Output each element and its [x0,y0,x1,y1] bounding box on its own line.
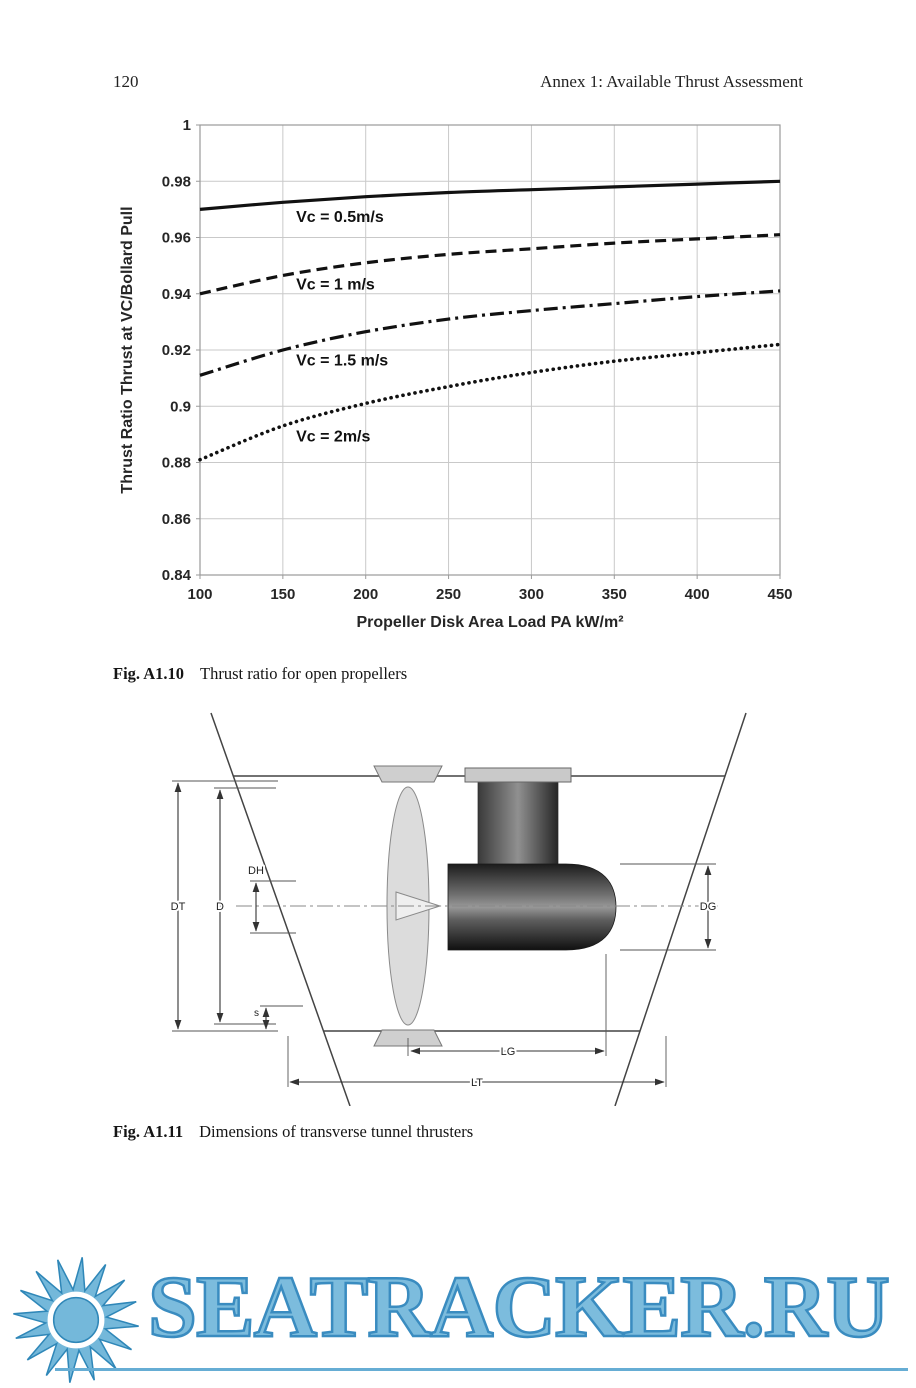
dim-label-s: s [254,1008,259,1019]
svg-text:0.88: 0.88 [161,454,191,472]
watermark-text: SEATRACKER.RU [148,1259,889,1356]
svg-text:150: 150 [270,586,296,603]
thrust-ratio-chart [110,108,810,653]
svg-text:0.9: 0.9 [170,398,191,416]
watermark [0,1250,916,1382]
svg-text:Vc = 1 m/s: Vc = 1 m/s [296,276,375,294]
dimension-dt [171,781,278,1031]
svg-text:0.98: 0.98 [161,173,191,191]
watermark-underline [55,1368,908,1371]
svg-text:Propeller Disk Area Load PA kW: Propeller Disk Area Load PA kW/m² [356,614,624,631]
drive-column [465,768,571,870]
running-head: Annex 1: Available Thrust Assessment [540,72,803,91]
svg-text:350: 350 [601,586,627,603]
svg-text:0.84: 0.84 [161,567,191,584]
figure-label: Fig. A1.11 [113,1122,184,1141]
dim-label-dg: DG [699,901,717,913]
dim-label-lt: LT [470,1077,484,1089]
svg-text:0.96: 0.96 [161,229,191,247]
svg-text:1: 1 [182,117,191,134]
page-header [113,72,803,94]
dimension-dh [248,865,296,933]
svg-text:250: 250 [436,586,462,603]
figure-a1-11-diagram [168,706,768,1106]
page-number: 120 [113,72,139,91]
svg-text:400: 400 [684,586,710,603]
dim-label-dh: DH [248,865,264,877]
svg-text:100: 100 [187,586,213,603]
gear-pod [396,864,616,950]
dim-label-lg: LG [500,1046,516,1058]
figure-a1-11-caption [113,1122,816,1142]
svg-text:0.94: 0.94 [161,285,191,303]
svg-text:200: 200 [353,586,379,603]
svg-text:300: 300 [518,586,544,603]
figure-a1-10-caption [113,664,816,684]
svg-text:450: 450 [767,586,793,603]
dimension-lt [288,1036,666,1089]
figure-caption-text: Thrust ratio for open propellers [200,664,408,683]
svg-text:Vc = 0.5m/s: Vc = 0.5m/s [296,209,384,227]
thruster-diagram [168,706,768,1106]
svg-text:0.86: 0.86 [161,510,191,528]
svg-text:Vc = 2m/s: Vc = 2m/s [296,428,371,446]
figure-a1-10-chart [110,108,810,653]
figure-label: Fig. A1.10 [113,664,185,683]
svg-text:Vc = 1.5 m/s: Vc = 1.5 m/s [296,352,389,370]
dimension-s [254,1006,303,1029]
dim-label-d: D [216,901,224,913]
figure-caption-text: Dimensions of transverse tunnel thrusters [199,1122,474,1141]
dimension-dg [620,864,716,950]
svg-text:Thrust Ratio Thrust at VC/Boll: Thrust Ratio Thrust at VC/Bollard Pull [119,206,136,494]
sun-icon [10,1254,142,1386]
dim-label-dt: DT [170,901,186,913]
svg-text:0.92: 0.92 [161,342,191,359]
